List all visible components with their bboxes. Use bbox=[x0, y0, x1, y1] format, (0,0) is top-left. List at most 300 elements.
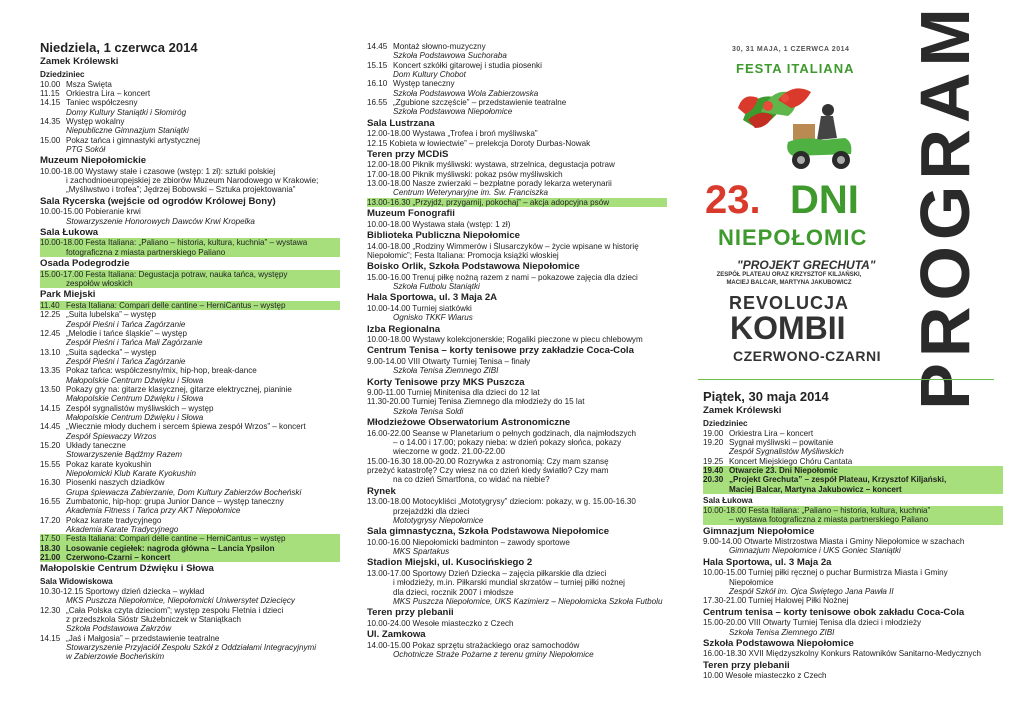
event-time: 14.15 bbox=[40, 403, 61, 413]
event-line bbox=[367, 438, 667, 447]
event-text: 9.00-14.00 Otwarte Mistrzostwa Miasta i Gminy Niepołomice w szachach bbox=[703, 537, 965, 547]
venue-heading: Hala Sportowa, ul. 3 Maja 2a bbox=[703, 556, 832, 568]
subvenue-heading: Sala Widowiskowa bbox=[40, 576, 113, 586]
event-line bbox=[367, 650, 667, 659]
subvenue-heading: Sala Łukowa bbox=[703, 495, 753, 505]
event-text: 15.00-16.00 Trenuj piłkę nożną razem z nami – pokazowe zajęcia dla dzieci bbox=[367, 272, 638, 282]
edition-number: 23. bbox=[705, 178, 761, 222]
event-line bbox=[40, 176, 340, 185]
event-line bbox=[703, 649, 1003, 658]
event-line bbox=[40, 98, 340, 107]
event-text: i zachodnioeuropejskiej ze zbiorów Muzeum Narodowego w Krakowie; bbox=[66, 176, 319, 186]
event-time: 19.00 bbox=[703, 428, 724, 438]
event-text: Akademia Karate Tradycyjnego bbox=[66, 525, 179, 535]
venue-heading: Biblioteka Publiczna Niepołomice bbox=[367, 230, 520, 241]
event-time: 20.30 bbox=[703, 475, 724, 485]
program-label: PROGRAM bbox=[906, 2, 984, 410]
pepper-bouquet-icon bbox=[738, 88, 811, 128]
event-time: 14.15 bbox=[40, 98, 61, 108]
niepolomic-title: NIEPOŁOMIC bbox=[718, 225, 868, 250]
event-line bbox=[40, 167, 340, 176]
event-text: Szkoła Podstawowa Suchoraba bbox=[393, 51, 507, 61]
event-text: fotograficzna z miasta partnerskiego Paliano bbox=[66, 247, 226, 257]
event-line bbox=[367, 160, 667, 169]
event-text: Szkoła Podstawowa Zakrzów bbox=[66, 624, 172, 634]
event-time: 14.45 bbox=[40, 422, 61, 432]
event-text: MKS Spartakus bbox=[393, 547, 450, 557]
event-line bbox=[367, 198, 667, 207]
event-text: 15.00-16.30 18.00-20.00 Rozrywka z astronomią: Czy mam szansę bbox=[367, 456, 609, 466]
event-text: „Suita lubelska” – występ bbox=[66, 310, 156, 320]
event-text: Niepołomic”; Festa Italiana: Promocja książki włoskiej bbox=[367, 250, 559, 260]
event-text: Piosenki naszych dziadków bbox=[66, 478, 165, 488]
event-text: Pokazy gry na: gitarze klasycznej, gitarze elektrycznej, pianinie bbox=[66, 384, 292, 394]
event-text: 13.00-18.00 Nasze zwierzaki – bezpłatne porady lekarza weterynarii bbox=[367, 179, 612, 189]
event-list bbox=[367, 160, 667, 207]
event-line bbox=[367, 273, 667, 282]
event-time: 15.20 bbox=[40, 441, 61, 450]
event-line bbox=[703, 587, 1003, 596]
event-list bbox=[367, 388, 667, 416]
event-line bbox=[367, 251, 667, 260]
event-line bbox=[40, 652, 340, 661]
event-text: – o 14.00 i 17.00; pokazy nieba: w dzień pokazy słońca, pokazy bbox=[393, 437, 622, 447]
event-time: 12.45 bbox=[40, 328, 61, 338]
event-text: Orkiestra Lira – koncert bbox=[66, 88, 151, 98]
event-text: Pokaz tańca: współczesny/mix, hip-hop, break-dance bbox=[66, 366, 257, 376]
event-line bbox=[367, 304, 667, 313]
venue-heading: Centrum Tenisa – korty tenisowe przy zakładzie Coca-Cola bbox=[367, 345, 634, 357]
event-line bbox=[367, 170, 667, 179]
event-list bbox=[367, 641, 667, 660]
event-text: 10.30-12.15 Sportowy dzień dziecka – wykład bbox=[40, 586, 205, 596]
event-line bbox=[367, 516, 667, 525]
event-line bbox=[40, 506, 340, 515]
event-text: „Zgubione szczęście” – przedstawienie teatralne bbox=[393, 98, 567, 108]
event-list bbox=[367, 273, 667, 292]
column-sunday bbox=[40, 40, 340, 662]
event-text: Sygnał myśliwski – powitanie bbox=[729, 437, 834, 447]
event-line bbox=[40, 460, 340, 469]
headliner-revolucja: REVOLUCJA bbox=[729, 293, 850, 313]
event-text: 10.00-24.00 Wesołe miasteczko z Czech bbox=[367, 618, 514, 628]
event-time: 13.50 bbox=[40, 384, 61, 394]
event-text: Pokaz karate tradycyjnego bbox=[66, 515, 162, 525]
event-text: Msza Święta bbox=[66, 79, 112, 89]
venue-heading: Teren przy MCDiS bbox=[367, 148, 449, 160]
event-text: „Suita sądecka” – występ bbox=[66, 347, 157, 357]
scooter-icon bbox=[787, 138, 851, 169]
event-line bbox=[703, 506, 1003, 515]
event-time: 15.55 bbox=[40, 459, 61, 469]
event-list bbox=[367, 538, 667, 557]
event-time: 16.55 bbox=[40, 497, 61, 507]
event-line bbox=[367, 357, 667, 366]
event-line bbox=[703, 628, 1003, 637]
event-line bbox=[367, 79, 667, 88]
event-line bbox=[40, 348, 340, 357]
event-text: Grupa śpiewacza Zabierzanie, Dom Kultury Zabierzów Bocheński bbox=[66, 487, 302, 497]
event-line bbox=[40, 238, 340, 247]
headliner-kombii: KOMBII bbox=[730, 310, 846, 346]
event-line bbox=[40, 394, 340, 403]
event-text: i młodzieży, m.in. Piłkarski mundial skrzatów – turniej piłki nożnej bbox=[393, 578, 625, 588]
event-text: przeżyć katastrofę? Czy wiesz na co dzień kiedy światło? Czy mam bbox=[367, 466, 609, 475]
divider-line bbox=[698, 379, 994, 380]
event-text: Szkoła Tenisa Ziemnego ZIBI bbox=[393, 366, 499, 376]
venue-heading: Teren przy plebanii bbox=[367, 607, 454, 619]
event-line bbox=[40, 279, 340, 288]
event-line bbox=[40, 366, 340, 375]
event-text: wieczorne w godz. 21.00-22.00 bbox=[393, 447, 506, 457]
event-list bbox=[40, 301, 340, 563]
venue-heading: Muzeum Niepołomickie bbox=[40, 155, 147, 167]
event-text: 10.00-18.00 Festa Italiana: „Paliano – historia, kultura, kuchnia” – wystawa bbox=[40, 238, 308, 248]
event-text: Mototygrysy Niepołomice bbox=[393, 515, 484, 525]
event-line bbox=[367, 61, 667, 70]
event-list bbox=[703, 649, 1003, 658]
event-text: 10.00-14.00 Turniej siatkówki bbox=[367, 303, 472, 313]
event-text: Gimnazjum Niepołomice i UKS Goniec Staniątki bbox=[729, 546, 901, 556]
event-text: 10.00-16.00 Niepołomicki badminton – zawody sportowe bbox=[367, 537, 570, 547]
event-line bbox=[367, 129, 667, 138]
event-text: na co dzień Smartfona, co widać na niebie? bbox=[393, 475, 550, 485]
rider-icon bbox=[793, 104, 837, 140]
event-text: w Zabierzowie Bocheńskim bbox=[66, 652, 165, 662]
event-line bbox=[40, 525, 340, 534]
venue-heading: Małopolskie Centrum Dźwięku i Słowa bbox=[40, 563, 214, 575]
event-time: 16.10 bbox=[367, 79, 388, 89]
event-time: 12.30 bbox=[40, 605, 61, 615]
event-text: „Myśliwstwo i trofea”; Jędrzej Bobowski – Sztuka projektowania” bbox=[66, 185, 296, 195]
event-line bbox=[367, 366, 667, 375]
event-text: Montaż słowno-muzyczny bbox=[393, 42, 486, 51]
event-text: „Jaś i Małgosia” – przedstawienie teatralne bbox=[66, 633, 220, 643]
event-text: Orkiestra Lira – koncert bbox=[729, 428, 814, 438]
event-list bbox=[40, 207, 340, 226]
event-list bbox=[40, 270, 340, 289]
event-list bbox=[367, 220, 667, 229]
event-time: 19.25 bbox=[703, 456, 724, 466]
event-line bbox=[367, 466, 667, 475]
event-line bbox=[703, 475, 1003, 484]
event-line bbox=[40, 270, 340, 279]
venue-heading: Sala Łukowa bbox=[40, 226, 99, 238]
day-heading: Niedziela, 1 czerwca 2014 bbox=[40, 40, 198, 55]
event-line bbox=[367, 429, 667, 438]
event-text: Koncert szkółki gitarowej i studia piosenki bbox=[393, 60, 542, 70]
event-line bbox=[367, 107, 667, 116]
event-line bbox=[40, 248, 340, 257]
subvenue-heading: Dziedziniec bbox=[703, 418, 748, 428]
event-text: PTG Sokół bbox=[66, 144, 106, 154]
event-line bbox=[40, 469, 340, 478]
event-text: Zespół Pieśni i Tańca Zagórzanie bbox=[66, 319, 186, 329]
event-line bbox=[367, 619, 667, 628]
event-text: 9.00-11.00 Turniej Minitenisa dla dzieci do 12 lat bbox=[367, 388, 540, 398]
event-text: MKS Puszcza Niepołomice, Niepołomicki Uniwersytet Dziecięcy bbox=[66, 596, 295, 606]
event-line bbox=[367, 497, 667, 506]
event-line bbox=[367, 242, 667, 251]
event-line bbox=[40, 634, 340, 643]
venue-heading: Muzeum Fonografii bbox=[367, 208, 455, 220]
event-text: 14.00-15.00 Pokaz sprzętu strażackiego oraz samochodów bbox=[367, 640, 580, 650]
event-list bbox=[40, 238, 340, 257]
event-line bbox=[703, 447, 1003, 456]
event-line bbox=[703, 568, 1003, 577]
program-vertical-title bbox=[905, 2, 985, 410]
event-line bbox=[367, 407, 667, 416]
event-text: Niepołomice bbox=[729, 577, 774, 587]
venue-heading: Centrum tenisa – korty tenisowe obok zakładu Coca-Cola bbox=[703, 606, 965, 618]
event-line bbox=[40, 553, 340, 562]
event-text: Zumbatonic, hip-hop: grupa Junior Dance – występ taneczny bbox=[66, 497, 284, 507]
event-line bbox=[40, 534, 340, 543]
event-text: Koncert Miejskiego Chóru Cantata bbox=[729, 456, 853, 466]
event-text: „Projekt Grechuta” – zespół Plateau, Krzysztof Kiljański, bbox=[729, 475, 947, 485]
event-line bbox=[367, 588, 667, 597]
event-text: Pokaz karate kyokushin bbox=[66, 459, 152, 469]
event-time: 17.20 bbox=[40, 515, 61, 525]
event-text: 13.00-17.00 Sportowy Dzień Dziecka – zajęcia piłkarskie dla dzieci bbox=[367, 568, 607, 578]
event-line bbox=[367, 507, 667, 516]
event-line bbox=[40, 301, 340, 310]
event-line bbox=[703, 546, 1003, 555]
event-line bbox=[367, 98, 667, 107]
venue-heading: Rynek bbox=[367, 485, 396, 497]
event-time: 16.55 bbox=[367, 98, 388, 108]
event-line bbox=[40, 478, 340, 487]
event-time: 14.15 bbox=[40, 633, 61, 643]
event-line bbox=[40, 310, 340, 319]
event-text: Występ wokalny bbox=[66, 116, 125, 126]
event-text: 10.00-18.00 Wystawa stała (wstęp: 1 zł) bbox=[367, 219, 511, 229]
event-time: 18.30 bbox=[40, 543, 61, 553]
event-text: 10.00-15.00 Turniej piłki ręcznej o puchar Burmistrza Miasta i Gminy bbox=[703, 568, 948, 578]
event-text: Zespół Śpiewaczy Wrzos bbox=[66, 431, 157, 441]
event-line bbox=[367, 538, 667, 547]
event-line bbox=[703, 618, 1003, 627]
event-line bbox=[40, 596, 340, 605]
event-line bbox=[367, 220, 667, 229]
event-list bbox=[367, 569, 667, 606]
event-line bbox=[367, 70, 667, 79]
venue-heading: Teren przy plebanii bbox=[703, 659, 790, 671]
event-line bbox=[40, 357, 340, 366]
event-text: Szkoła Tenisa Soldi bbox=[393, 406, 464, 416]
venue-heading: Gimnazjum Niepołomice bbox=[703, 525, 815, 537]
event-line bbox=[40, 185, 340, 194]
event-line bbox=[703, 466, 1003, 475]
event-line bbox=[367, 578, 667, 587]
event-list bbox=[703, 506, 1003, 525]
event-text: Występ taneczny bbox=[393, 79, 455, 89]
event-text: Losowanie cegiełek: nagroda główna – Lancia Ypsilon bbox=[66, 543, 275, 553]
event-time: 12.25 bbox=[40, 310, 61, 320]
event-line bbox=[40, 413, 340, 422]
venue-heading: Zamek Królewski bbox=[703, 405, 782, 416]
event-line bbox=[40, 615, 340, 624]
event-list bbox=[367, 129, 667, 148]
event-text: Zespół Szkół im. Ojca Świętego Jana Pawła II bbox=[729, 586, 894, 596]
venue-heading: Stadion Miejski, ul. Kusocińskiego 2 bbox=[367, 557, 533, 569]
event-line bbox=[40, 643, 340, 652]
event-line bbox=[40, 329, 340, 338]
event-list bbox=[703, 568, 1003, 605]
event-time: 21.00 bbox=[40, 553, 61, 563]
event-text: Taniec współczesny bbox=[66, 98, 138, 108]
venue-heading: Sala Lustrzana bbox=[367, 117, 435, 129]
event-line bbox=[40, 117, 340, 126]
venue-heading: Zamek Królewski bbox=[40, 56, 119, 67]
event-line bbox=[367, 42, 667, 51]
event-line bbox=[703, 578, 1003, 587]
event-text: Układy taneczne bbox=[66, 441, 126, 450]
event-text: 16.00-22.00 Seanse w Planetarium o pełnych godzinach, dla najmłodszych bbox=[367, 428, 637, 438]
event-text: 12.00-18.00 Piknik myśliwski: wystawa, strzelnica, degustacja potraw bbox=[367, 160, 615, 170]
scooter-illustration-icon bbox=[733, 80, 858, 178]
event-text: Zespół Pieśni i Tańca Zagórzanie bbox=[66, 356, 186, 366]
venue-heading: Szkoła Podstawowa Niepołomice bbox=[703, 637, 854, 649]
event-text: 16.00-18.30 XVII Międzyszkolny Konkurs Ratowników Sanitarno-Medycznych bbox=[703, 649, 982, 659]
venue-heading: Korty Tenisowe przy MKS Puszcza bbox=[367, 376, 525, 388]
event-text: Zespół sygnalistów myśliwskich – występ bbox=[66, 403, 214, 413]
event-line bbox=[367, 139, 667, 148]
event-line bbox=[40, 145, 340, 154]
event-line bbox=[367, 89, 667, 98]
event-line bbox=[40, 376, 340, 385]
event-line bbox=[703, 485, 1003, 494]
event-text: przejażdżki dla dzieci bbox=[393, 506, 470, 516]
event-line bbox=[40, 488, 340, 497]
event-line bbox=[703, 438, 1003, 447]
event-time: 14.35 bbox=[40, 116, 61, 126]
venue-heading: Sala gimnastyczna, Szkoła Podstawowa Niepołomice bbox=[367, 526, 610, 538]
event-text: Akademia Fitness i Tańca przy AKT Niepołomice bbox=[66, 506, 241, 516]
event-line bbox=[367, 457, 667, 466]
event-text: 13.00-16.30 „Przyjdź, przygarnij, pokochaj” – akcja adopcyjna psów bbox=[367, 197, 610, 207]
column-sunday-continued bbox=[367, 42, 667, 659]
dni-title: DNI bbox=[790, 178, 859, 222]
event-line bbox=[40, 497, 340, 506]
event-line bbox=[367, 313, 667, 322]
festival-dates: 30, 31 MAJA, 1 CZERWCA 2014 bbox=[732, 46, 850, 53]
event-line bbox=[367, 179, 667, 188]
event-list bbox=[40, 587, 340, 662]
event-time: 15.00 bbox=[40, 135, 61, 145]
event-line bbox=[367, 569, 667, 578]
event-text: 10.00-18.00 Wystawy stałe i czasowe (wstęp: 1 zł): sztuki polskiej bbox=[40, 166, 276, 176]
event-list bbox=[40, 80, 340, 155]
event-text: 13.00-18.00 Motocykliści „Mototygrysy” dzieciom: pokazy, w g. 15.00-16.30 bbox=[367, 497, 636, 507]
event-list bbox=[367, 619, 667, 628]
event-text: Małopolskie Centrum Dźwięku i Słowa bbox=[66, 375, 204, 385]
event-text: 10.00-18.00 Wystawy kolekcjonerskie; Rogaliki pieczone w piecu chlebowym bbox=[367, 335, 643, 345]
event-time: 11.15 bbox=[40, 88, 60, 98]
event-text: Ognisko TKKF Wiarus bbox=[393, 313, 473, 323]
event-text: z przedszkola Sióstr Służebniczek w Staniątkach bbox=[66, 615, 241, 624]
event-line bbox=[367, 475, 667, 484]
event-text: 10.00-15.00 Pobieranie krwi bbox=[40, 207, 141, 217]
event-time: 15.15 bbox=[367, 60, 388, 70]
festa-italiana-title: FESTA ITALIANA bbox=[736, 61, 855, 76]
event-text: 9.00-14.00 VIII Otwarty Turniej Tenisa – finały bbox=[367, 356, 531, 366]
venue-heading: Ul. Zamkowa bbox=[367, 629, 426, 641]
column-friday bbox=[703, 389, 1003, 681]
event-line bbox=[367, 51, 667, 60]
event-text: 17.00-18.00 Piknik myśliwski: pokaz psów myśliwskich bbox=[367, 169, 563, 179]
event-text: Pokaz tańca i gimnastyki artystycznej bbox=[66, 135, 201, 145]
event-line bbox=[40, 385, 340, 394]
event-time: 19.40 bbox=[703, 465, 724, 475]
event-text: 15.00-17.00 Festa Italiana: Degustacja potraw, nauka tańca, występy bbox=[40, 269, 288, 279]
event-list bbox=[367, 497, 667, 525]
event-text: Dom Kultury Chobot bbox=[393, 70, 466, 80]
event-text: „Melodie i tańce śląskie” – występ bbox=[66, 328, 188, 338]
event-line bbox=[40, 207, 340, 216]
event-line bbox=[40, 80, 340, 89]
event-line bbox=[40, 450, 340, 459]
event-line bbox=[40, 108, 340, 117]
event-text: Szkoła Tenisa Ziemnego ZIBI bbox=[729, 627, 835, 637]
event-text: 17.30-21.00 Turniej Halowej Piłki Nożnej bbox=[703, 596, 849, 606]
event-line bbox=[40, 441, 340, 450]
event-line bbox=[367, 397, 667, 406]
event-list bbox=[367, 335, 667, 344]
event-text: 14.00-18.00 „Rodziny Wimmerów i Ślusarczyków – życie wpisane w historię bbox=[367, 241, 639, 251]
venue-heading: Hala Sportowa, ul. 3 Maja 2A bbox=[367, 292, 498, 304]
event-time: 19.20 bbox=[703, 437, 724, 447]
event-text: Szkoła Podstawowa Wola Zabierzowska bbox=[393, 88, 539, 98]
event-text: 11.30-20.00 Turniej Tenisa Ziemnego dla młodzieży do 15 lat bbox=[367, 397, 585, 407]
event-text: „Cała Polska czyta dzieciom”; występ zespołu Fletnia i dzieci bbox=[66, 605, 284, 615]
event-time: 14.45 bbox=[367, 42, 388, 51]
event-text: Małopolskie Centrum Dźwięku i Słowa bbox=[66, 412, 204, 422]
event-text: Czerwono-Czarni – koncert bbox=[66, 553, 171, 563]
event-text: Zespół Sygnalistów Myśliwskich bbox=[729, 447, 844, 457]
event-text: Szkoła Podstawowa Niepołomice bbox=[393, 107, 513, 117]
venue-heading: Izba Regionalna bbox=[367, 323, 441, 335]
event-line bbox=[703, 515, 1003, 524]
event-text: Ochotnicze Straże Pożarne z terenu gminy Niepołomice bbox=[393, 649, 594, 659]
event-text: dla dzieci, rocznik 2007 i młodsze bbox=[393, 587, 514, 597]
event-text: Otwarcie 23. Dni Niepołomic bbox=[729, 465, 838, 475]
venue-heading: Sala Rycerska (wejście od ogrodów Królowej Bony) bbox=[40, 195, 276, 207]
event-text: 10.00 Wesołe miasteczko z Czech bbox=[703, 671, 827, 681]
event-line bbox=[40, 422, 340, 431]
event-text: Maciej Balcar, Martyna Jakubowicz – koncert bbox=[729, 484, 902, 494]
event-line bbox=[703, 671, 1003, 680]
venue-heading: Osada Podegrodzie bbox=[40, 258, 130, 270]
event-time: 11.40 bbox=[40, 300, 60, 310]
event-list bbox=[367, 357, 667, 376]
event-line bbox=[40, 624, 340, 633]
event-text: Festa Italiana: Compari delle cantine – HerniCantus – występ bbox=[66, 300, 286, 310]
headliner-grechuta: "PROJEKT GRECHUTA" bbox=[737, 258, 876, 272]
event-text: Stowarzyszenie Honorowych Dawców Krwi Kropelka bbox=[66, 216, 255, 226]
event-text: Stowarzyszenie Przyjaciół Zespołu Szkół z Oddziałami Integracyjnymi bbox=[66, 643, 317, 653]
event-list bbox=[703, 618, 1003, 637]
event-time: 16.30 bbox=[40, 478, 61, 488]
event-list bbox=[367, 429, 667, 485]
event-text: Małopolskie Centrum Dźwięku i Słowa bbox=[66, 394, 204, 404]
event-list bbox=[703, 537, 1003, 556]
event-line bbox=[703, 537, 1003, 546]
event-line bbox=[40, 404, 340, 413]
event-line bbox=[367, 547, 667, 556]
event-text: 15.00-20.00 VIII Otwarty Turniej Tenisa dla dzieci i młodzieży bbox=[703, 618, 922, 628]
event-line bbox=[40, 217, 340, 226]
